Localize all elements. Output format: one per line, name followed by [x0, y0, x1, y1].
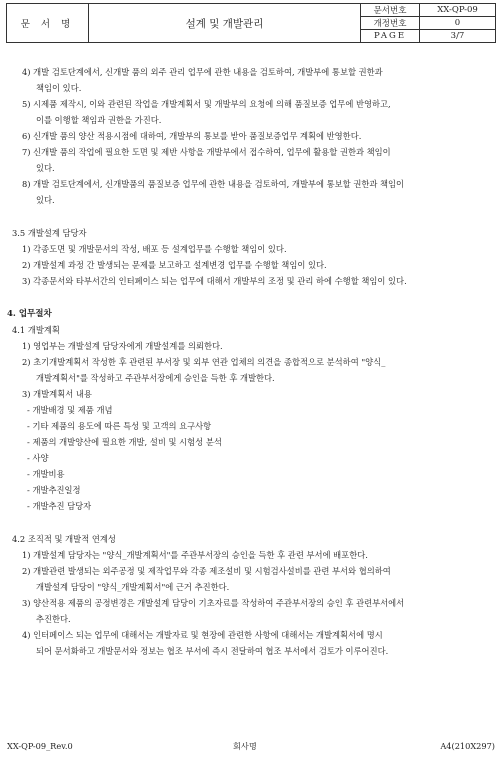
list-item: - 개발배경 및 제품 개념 [27, 405, 113, 415]
section-heading: 4. 업무절차 [7, 309, 52, 319]
body-line: 있다. [36, 195, 55, 205]
body-line: 1) 영업부는 개발설계 담당자에게 개발설계를 의뢰한다. [22, 341, 223, 351]
page-value: 3/7 [420, 30, 496, 43]
body-line: 3) 각종문서와 타부서간의 인터페이스 되는 업무에 대해서 개발부의 조정 및 관리 하에 수행할 책임이 있다. [22, 276, 407, 286]
body-line: 개발계획서"를 작성하고 주관부서장에게 승인을 득한 후 개발한다. [36, 373, 275, 383]
body-line: 4) 인터페이스 되는 업무에 대해서는 개발자료 및 현장에 관련한 사항에 대해서는 개발계획서에 명시 [22, 630, 383, 640]
list-item: - 제품의 개발양산에 필요한 개발, 설비 및 시험성 분석 [27, 437, 222, 447]
body-line: 2) 개발관련 발생되는 외주공정 및 제작업무와 각종 제조설비 및 시험검사설비를 관련 부서와 협의하여 [22, 566, 391, 576]
body-line: 6) 신개발 품의 양산 적용시점에 대하여, 개발부의 통보를 받아 품질보증업무 계획에 반영한다. [22, 131, 362, 141]
document-header-table [6, 3, 496, 43]
footer-doc-code: XX-QP-09_Rev.0 [7, 741, 73, 751]
subsection-heading: 4.2 조직적 및 개발적 연계성 [12, 534, 116, 544]
body-line: 1) 각종도면 및 개발문서의 작성, 배포 등 설계업무를 수행할 책임이 있다. [22, 244, 287, 254]
body-line: 이를 이행할 책임과 권한을 가진다. [36, 115, 162, 125]
body-line: 추진한다. [36, 614, 71, 624]
body-line: 2) 개발설계 과정 간 발생되는 문제를 보고하고 설계변경 업무를 수행할 책임이 있다. [22, 260, 327, 270]
body-line: 8) 개발 검토단계에서, 신개발품의 품질보증 업무에 관한 내용을 검토하여, 개발부에 통보할 권한과 책임이 [22, 179, 405, 189]
document-name-label: 문 서 명 [7, 4, 89, 43]
body-line: 되어 문서화하고 개발문서와 정보는 협조 부서에 즉시 전달하여 협조 부서에서 검토가 이루어진다. [36, 646, 389, 656]
footer-paper-size: A4(210X297) [440, 741, 495, 751]
body-line: 1) 개발설계 담당자는 "양식_개발계획서"를 주관부서장의 승인을 득한 후 관련 부서에 배포한다. [22, 550, 368, 560]
subsection-heading: 4.1 개발계획 [12, 325, 60, 335]
body-line: 4) 개발 검토단계에서, 신개발 품의 외주 관리 업무에 관한 내용을 검토하여, 개발부에 통보할 권한과 [22, 67, 383, 77]
list-item: - 기타 제품의 용도에 따른 특성 및 고객의 요구사항 [27, 421, 212, 431]
doc-number-value: XX-QP-09 [420, 4, 496, 17]
body-line: 3) 양산적용 제품의 공정변경은 개발설계 담당이 기초자료를 작성하여 주관부서장의 승인 후 관련부서에서 [22, 598, 405, 608]
revision-label: 개정번호 [361, 17, 420, 30]
list-item: - 사양 [27, 453, 49, 463]
body-line: 7) 신개발 품의 작업에 필요한 도면 및 제반 사항을 개발부에서 접수하여, 업무에 활용할 권한과 책임이 [22, 147, 391, 157]
footer-company: 회사명 [233, 741, 257, 751]
document-title: 설계 및 개발관리 [89, 4, 361, 43]
revision-value: 0 [420, 17, 496, 30]
body-line: 개발설계 담당이 "양식_개발계획서"에 근거 추진한다. [36, 582, 230, 592]
body-line: 2) 초기개발계획서 작성한 후 관련된 부서장 및 외부 연관 업체의 의견을 종합적으로 분석하여 "양식_ [22, 357, 386, 367]
list-item: - 개발추진일정 [27, 485, 81, 495]
list-item: - 개발추진 담당자 [27, 501, 92, 511]
list-item: - 개발비용 [27, 469, 65, 479]
section-heading: 3.5 개발설계 담당자 [12, 228, 87, 238]
body-line: 5) 시제품 제작시, 이와 관련된 작업을 개발계획서 및 개발부의 요청에 의해 품질보증 업무에 반영하고, [22, 99, 391, 109]
body-line: 책임이 있다. [36, 83, 82, 93]
body-line: 있다. [36, 163, 55, 173]
body-line: 3) 개발계획서 내용 [22, 389, 92, 399]
doc-number-label: 문서번호 [361, 4, 420, 17]
page-label: PAGE [361, 30, 420, 43]
